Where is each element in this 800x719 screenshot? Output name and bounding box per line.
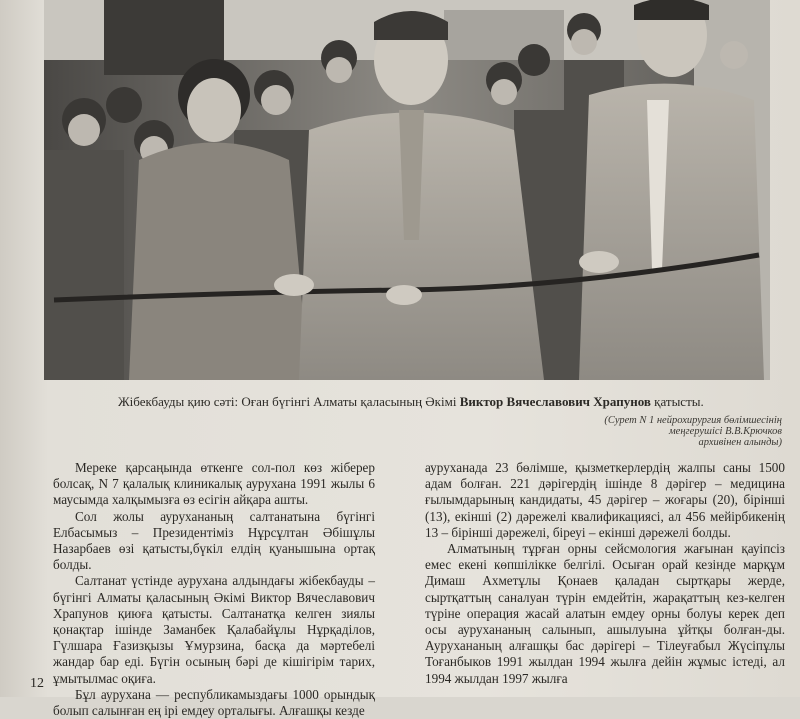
- left-paragraph-3: Салтанат үстінде аурухана алдындағы жібекбауды – бүгінгі Алматы қаласының Әкімі Виктор Вячеславович Храпунов қиюға қатысты. Салтанатқа келген зиялы қонақтар ішінде Заманбек Қалабайұлы Нұрқаділов, Гүлшара Ғазизқызы Ұмурзина, басқа да мәртебелі жандар бар еді. Бүгін осының бәрі де кішігірім тарих, ұмытылмас оқиға.: [53, 573, 375, 686]
- caption-suffix: қатысты.: [650, 394, 704, 409]
- caption-name: Виктор Вячеславович Храпунов: [459, 394, 651, 409]
- ribbon-cutting-photo: [44, 0, 770, 380]
- caption-prefix: Жібекбауды қию сәті: Оған бүгінгі Алматы қаласының Әкімі: [118, 394, 460, 409]
- photo-credit: [560, 415, 782, 448]
- right-paragraph-1: ауруханада 23 бөлімше, қызметкерлердің жалпы саны 1500 адам болған. 221 дәрігердің ішінде 8 дәрігер – медицина ғылымдарының кандидаты, 45 дәрігер – жоғары (20), бірінші (13), екінші (2) дәрежелі квалификациясі, ал 456 мейірбикенің 13 – бірінші дәрежелі, біреуі – екінші дәрежелі болды.: [425, 460, 785, 540]
- right-paragraph-2: Алматының тұрған орны сейсмология жағынан қауіпсіз емес екені көпшілікке белгілі. Осыған орай кезінде марқұм Димаш Ахметұлы Қонаев қаладан сыртқары жерде, сыртқаттың саналуан түрін емдейтін, жарақаттың кез-келген түріне операция жасай алатын емдеу орны болуы керек деп осы аурухананың салынып, ашылуына ұйтқы болған-ды. Аурухананың алғашқы бас дәрігері – Тілеуғабыл Жүсіпұлы Тоғанбыков 1991 жылдан 1994 жылға дейін жұмыс істеді, ал 1994 жылдан 1997 жылға: [425, 541, 785, 686]
- left-paragraph-2: Сол жолы аурухананың салтанатына бүгінгі Елбасымыз – Президентіміз Нұрсұлтан Әбішұлы Назарбаев өзі қатысты,бүкіл елдің қуанышына ортақ болды.: [53, 508, 375, 573]
- credit-line-1: (Сурет N 1 нейрохирургия бөлімшесінің: [604, 415, 782, 426]
- right-text-column: [425, 460, 785, 687]
- left-paragraph-1: Мереке қарсаңында өткенге сол-пол көз жіберер болсақ, N 7 қалалық клиникалық аурухана 1991 жылы 6 маусымда халқымызға өз есігін айқара ашты.: [53, 460, 375, 508]
- left-text-column: [53, 460, 375, 719]
- credit-line-3: архивінен алынды): [698, 437, 782, 448]
- credit-line-2: меңгерушісі В.В.Крючков: [668, 426, 782, 437]
- photo-caption: [118, 394, 758, 410]
- page-number: 12: [30, 676, 44, 691]
- left-paragraph-4: Бұл аурухана — республикамыздағы 1000 орындық болып салынған ең ірі емдеу орталығы. Алғашқы кезде: [53, 686, 375, 719]
